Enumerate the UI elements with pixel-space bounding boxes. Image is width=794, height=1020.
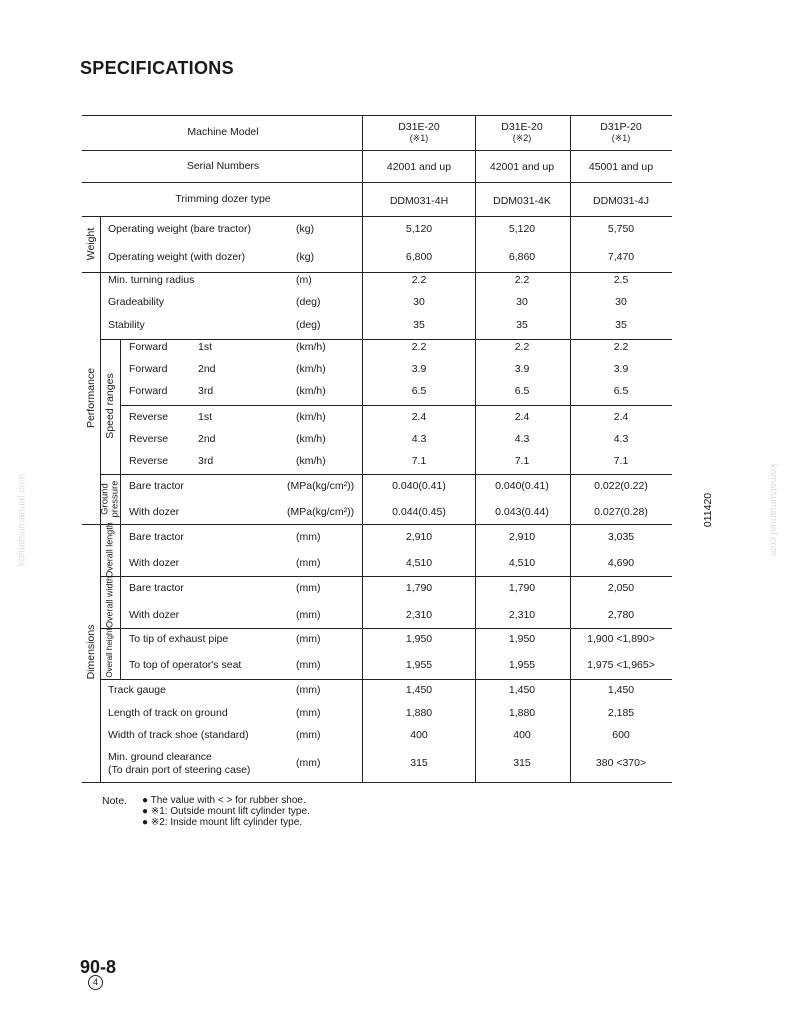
serial-numbers-label: Serial Numbers [186,160,260,172]
spec-unit: (km/h) [296,433,326,445]
group-overall-width: Overall width [104,575,115,629]
spec-gear-label: 1st [198,341,213,353]
table-rule [120,405,672,406]
page-number: 90-8 [80,957,117,977]
group-dimensions: Dimensions [84,624,97,680]
spec-value: 6.5 [411,385,427,397]
spec-value: 5,750 [607,223,635,235]
spec-value: 3,035 [607,531,635,543]
table-rule [82,216,672,217]
spec-value: 2,910 [508,531,536,543]
table-rule [82,272,672,273]
spec-item-label: With dozer [129,609,180,621]
spec-unit: (m) [296,274,312,286]
note-label: Note. [102,795,128,807]
serial-number: 45001 and up [588,161,654,173]
spec-value: 0.022(0.22) [594,480,648,492]
note-item: ● The value with < > for rubber shoe. [142,795,306,806]
spec-value: 0.040(0.41) [495,480,549,492]
document-id: 011420 [702,492,714,528]
spec-value: 400 [513,729,531,741]
watermark-left: komatsumanual.com [16,473,28,567]
spec-gear-label: 2nd [198,363,216,375]
spec-value: 0.027(0.28) [594,506,648,518]
spec-gear-label: 2nd [198,433,216,445]
spec-value: 0.043(0.44) [495,506,549,518]
spec-value: 1,880 [508,707,536,719]
spec-value: 2.2 [411,341,427,353]
spec-unit: (mm) [296,557,321,569]
serial-number: 42001 and up [386,161,452,173]
spec-value: 1,955 [508,659,536,671]
revision-mark: 4 [88,975,103,990]
spec-value: 7.1 [613,455,629,467]
spec-value: 2.4 [411,411,427,423]
spec-unit: (mm) [296,582,321,594]
spec-item-label: Track gauge [108,684,166,696]
note-item: ● ※2: Inside mount lift cylinder type. [142,817,303,828]
spec-value: 4.3 [613,433,629,445]
spec-unit: (mm) [296,531,321,543]
spec-value: 30 [516,296,528,308]
model-name: D31E-20 [398,121,440,133]
spec-value: 0.044(0.45) [392,506,446,518]
spec-value: 5,120 [508,223,536,235]
spec-item-label: Width of track shoe (standard) [108,729,249,741]
group-overall-length: Overall length [104,522,115,578]
spec-gear-label: 3rd [198,455,214,467]
table-rule [570,115,571,782]
table-rule [100,474,672,475]
spec-unit: (mm) [296,729,321,741]
spec-value: 400 [410,729,428,741]
spec-unit: (km/h) [296,385,326,397]
spec-unit: (mm) [296,707,321,719]
table-rule [120,339,121,474]
trimming-type: DDM031-4H [389,195,449,207]
table-rule [100,628,672,629]
model-mark: (※1) [409,133,429,143]
table-rule [100,679,672,680]
machine-model-label: Machine Model [187,126,259,138]
spec-unit: (km/h) [296,411,326,423]
spec-value: 1,955 [405,659,433,671]
spec-item-label: Stability [108,319,145,331]
spec-unit: (kg) [296,251,315,263]
spec-value: 7.1 [411,455,427,467]
table-rule [82,524,672,525]
spec-value: 3.9 [613,363,629,375]
model-name: D31E-20 [501,121,543,133]
group-performance: Performance [84,367,97,429]
spec-gear-label: 3rd [198,385,214,397]
spec-value: 0.040(0.41) [392,480,446,492]
spec-value: 1,975 <1,965> [587,659,655,671]
model-name: D31P-20 [600,121,642,133]
spec-item-label: To tip of exhaust pipe [129,633,229,645]
spec-value: 315 [513,757,531,769]
spec-value: 6.5 [613,385,629,397]
table-rule [100,339,672,340]
spec-unit: (MPa(kg/cm²)) [287,506,355,518]
spec-value: 5,120 [405,223,433,235]
spec-item-label: Min. ground clearance [108,751,212,763]
spec-item-label: Length of track on ground [108,707,228,719]
spec-value: 4,510 [405,557,433,569]
spec-value: 35 [413,319,425,331]
spec-unit: (deg) [296,296,321,308]
spec-value: 2,910 [405,531,433,543]
spec-item-label: Forward [129,341,168,353]
spec-value: 1,880 [405,707,433,719]
spec-value: 3.9 [411,363,427,375]
page-title: SPECIFICATIONS [80,58,234,78]
spec-unit: (deg) [296,319,321,331]
spec-value: 4,690 [607,557,635,569]
spec-value: 2.2 [613,341,629,353]
spec-value: 30 [615,296,627,308]
spec-value: 7,470 [607,251,635,263]
spec-value: 2,050 [607,582,635,594]
model-mark: (※2) [512,133,532,143]
spec-item-label: Forward [129,385,168,397]
group-speed-ranges: Speed ranges [103,373,116,439]
spec-value: 2,310 [405,609,433,621]
spec-item-label: Min. turning radius [108,274,195,286]
spec-unit: (MPa(kg/cm²)) [287,480,355,492]
spec-value: 2.2 [411,274,427,286]
spec-item-label: With dozer [129,506,180,518]
group-ground-pressure: Ground [99,483,111,515]
spec-value: 30 [413,296,425,308]
spec-item-label: Bare tractor [129,531,184,543]
spec-unit: (km/h) [296,363,326,375]
spec-value: 6,800 [405,251,433,263]
table-rule [82,782,672,783]
spec-value: 4.3 [411,433,427,445]
spec-unit: (mm) [296,609,321,621]
spec-value: 1,450 [607,684,635,696]
spec-value: 2,310 [508,609,536,621]
spec-item-label: Bare tractor [129,480,184,492]
spec-value: 315 [410,757,428,769]
spec-value: 2,185 [607,707,635,719]
group-weight: Weight [84,227,97,261]
model-mark: (※1) [611,133,631,143]
spec-item-label: Bare tractor [129,582,184,594]
spec-value: 35 [516,319,528,331]
spec-unit: (mm) [296,633,321,645]
spec-unit: (km/h) [296,455,326,467]
spec-value: 2.4 [613,411,629,423]
spec-gear-label: 1st [198,411,213,423]
table-rule [82,115,672,116]
spec-value: 2.2 [514,341,530,353]
spec-value: 1,900 <1,890> [587,633,655,645]
spec-value: 1,450 [405,684,433,696]
watermark-right: komatsumanual.com [767,463,779,557]
serial-number: 42001 and up [489,161,555,173]
group-ground-pressure: pressure [109,480,121,518]
spec-unit: (mm) [296,757,321,769]
spec-value: 2.5 [613,274,629,286]
spec-value: 2.2 [514,274,530,286]
spec-value: 1,790 [405,582,433,594]
table-rule [475,115,476,782]
table-rule [362,115,363,782]
spec-value: 3.9 [514,363,530,375]
trimming-type: DDM031-4J [592,195,650,207]
spec-item-label: Gradeability [108,296,165,308]
spec-value: 6,860 [508,251,536,263]
spec-value: 6.5 [514,385,530,397]
spec-item-label: Operating weight (with dozer) [108,251,246,263]
spec-item-label: With dozer [129,557,180,569]
spec-value: 380 <370> [595,757,647,769]
spec-unit: (mm) [296,684,321,696]
spec-unit: (mm) [296,659,321,671]
spec-item-label: Reverse [129,433,169,445]
spec-item-label: Reverse [129,455,169,467]
spec-item-label: Forward [129,363,168,375]
spec-value: 1,950 [405,633,433,645]
spec-value: 4,510 [508,557,536,569]
group-overall-height: Overall height [105,628,114,678]
spec-value: 4.3 [514,433,530,445]
table-rule [100,576,672,577]
spec-item-label: (To drain port of steering case) [108,764,251,776]
table-rule [82,150,672,151]
spec-value: 1,950 [508,633,536,645]
spec-value: 1,790 [508,582,536,594]
spec-item-label: To top of operator's seat [129,659,242,671]
spec-value: 7.1 [514,455,530,467]
spec-value: 600 [612,729,630,741]
trimming-type: DDM031-4K [493,195,551,207]
spec-value: 2.4 [514,411,530,423]
spec-item-label: Operating weight (bare tractor) [108,223,251,235]
spec-value: 35 [615,319,627,331]
spec-value: 2,780 [607,609,635,621]
table-rule [82,182,672,183]
spec-value: 1,450 [508,684,536,696]
spec-unit: (km/h) [296,341,326,353]
trimming-dozer-label: Trimming dozer type [175,193,271,205]
spec-unit: (kg) [296,223,315,235]
spec-item-label: Reverse [129,411,169,423]
note-item: ● ※1: Outside mount lift cylinder type. [142,806,310,817]
